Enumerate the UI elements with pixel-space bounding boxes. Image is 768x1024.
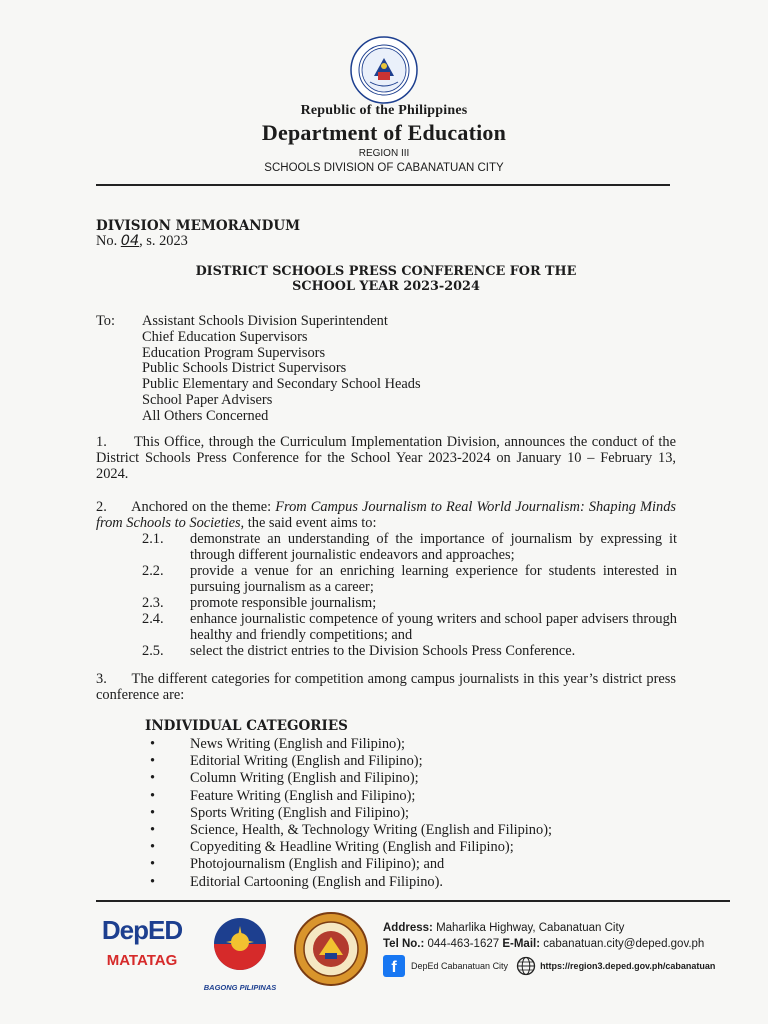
- bullet-icon: •: [150, 753, 156, 770]
- recipient-item: Public Schools District Supervisors: [142, 360, 347, 377]
- recipient-item: Education Program Supervisors: [142, 344, 326, 361]
- category-text: Science, Health, & Technology Writing (English and Filipino);: [190, 821, 552, 838]
- bagong-pilipinas-text: BAGONG PILIPINAS: [203, 983, 277, 992]
- aim-item: [142, 595, 677, 611]
- aim-item: [142, 531, 677, 563]
- email-value[interactable]: cabanatuan.city@deped.gov.ph: [543, 938, 705, 950]
- email-label: E-Mail:: [502, 938, 541, 950]
- memo-series: , s. 2023: [139, 233, 188, 249]
- recipient-item: Assistant Schools Division Superintendent: [142, 313, 388, 329]
- aim-item: [142, 563, 677, 595]
- memo-title: [96, 264, 676, 294]
- address-label: Address:: [383, 922, 433, 934]
- deped-logo-text: DepED: [101, 915, 183, 945]
- recipient-item: Public Elementary and Secondary School Heads: [142, 376, 421, 393]
- contact-block: [383, 920, 704, 952]
- memo-number-label: No.: [96, 233, 118, 249]
- deped-seal-logo: [350, 36, 418, 104]
- recipient-item: Chief Education Supervisors: [142, 328, 308, 345]
- category-text: Editorial Cartooning (English and Filipino).: [190, 873, 444, 890]
- paragraph-text: This Office, through the Curriculum Implementation Division, announces the conduct of the District Schools Press Conference for the School Year 2023-2024 on January 10 – February 13, 2024.: [96, 434, 676, 482]
- tel-value: 044-463-1627: [427, 938, 500, 950]
- to-label: To:: [96, 313, 115, 329]
- paragraph-tail: the said event aims to:: [244, 515, 377, 531]
- aim-number: 2.5.: [142, 643, 164, 659]
- facebook-link[interactable]: DepEd Cabanatuan City: [411, 961, 509, 971]
- header-divider: [96, 184, 670, 186]
- category-item: [150, 822, 552, 839]
- paragraph-number: 1.: [96, 434, 107, 450]
- aim-number: 2.4.: [142, 611, 164, 627]
- theme-text: From Campus Journalism to Real World Journalism: Shaping Minds from Schools to Societies,: [96, 499, 676, 531]
- category-text: Copyediting & Headline Writing (English and Filipino);: [190, 839, 514, 856]
- memo-number-handwritten: 04: [120, 233, 140, 249]
- category-item: [150, 839, 552, 856]
- recipient-list: [142, 313, 421, 424]
- paragraph-3: [96, 671, 676, 703]
- paragraph-number: 3.: [96, 671, 107, 687]
- bullet-icon: •: [150, 839, 156, 856]
- memo-title-line1: DISTRICT SCHOOLS PRESS CONFERENCE FOR THE: [195, 264, 577, 279]
- bullet-icon: •: [150, 787, 156, 804]
- website-link[interactable]: https://region3.deped.gov.ph/cabanatuan: [540, 961, 716, 971]
- aim-text: enhance journalistic competence of young writers and school paper advisers through healthy and friendly competitions; and: [190, 611, 677, 643]
- categories-list: [150, 736, 552, 891]
- category-item: [150, 753, 552, 770]
- aim-text: promote responsible journalism;: [190, 595, 377, 611]
- region-label: REGION III: [358, 148, 410, 159]
- category-text: Sports Writing (English and Filipino);: [190, 804, 410, 821]
- facebook-icon: f: [383, 955, 405, 977]
- aim-item: [142, 611, 677, 643]
- aim-number: 2.2.: [142, 563, 164, 579]
- social-links: [383, 955, 715, 977]
- aim-text: select the district entries to the Division Schools Press Conference.: [190, 643, 576, 659]
- category-text: Editorial Writing (English and Filipino);: [190, 753, 423, 770]
- bullet-icon: •: [150, 873, 156, 890]
- aim-number: 2.3.: [142, 595, 164, 611]
- paragraph-number: 2.: [96, 499, 107, 515]
- address-line: [383, 920, 704, 936]
- category-item: [150, 805, 552, 822]
- bullet-icon: •: [150, 856, 156, 873]
- republic-heading: Republic of the Philippines: [300, 103, 468, 118]
- address-value: Maharlika Highway, Cabanatuan City: [436, 922, 625, 934]
- bullet-icon: •: [150, 821, 156, 838]
- bagong-pilipinas-emblem-icon: [210, 916, 270, 974]
- category-item: [150, 856, 552, 873]
- memo-number: [96, 233, 188, 249]
- category-text: News Writing (English and Filipino);: [190, 736, 406, 752]
- bullet-icon: •: [150, 770, 156, 787]
- division-seal-logo: [293, 911, 369, 987]
- bullet-icon: •: [150, 804, 156, 821]
- contact-line: [383, 936, 704, 952]
- category-item: [150, 770, 552, 787]
- department-heading: Department of Education: [261, 120, 507, 145]
- aim-item: [142, 643, 677, 659]
- memo-title-line2: SCHOOL YEAR 2023-2024: [292, 279, 480, 294]
- globe-icon: [516, 956, 536, 976]
- paragraph-1: [96, 434, 676, 482]
- category-item: [150, 788, 552, 805]
- category-text: Photojournalism (English and Filipino); and: [190, 856, 445, 873]
- recipient-item: All Others Concerned: [142, 407, 269, 424]
- bagong-pilipinas-logo: [202, 916, 278, 992]
- aim-text: provide a venue for an enriching learning experience for students interested in pursuing journalism as a career;: [190, 563, 677, 595]
- aim-number: 2.1.: [142, 531, 164, 547]
- matatag-logo-text: MATATAG: [106, 952, 178, 969]
- paragraph-2: [96, 499, 676, 531]
- categories-heading: INDIVIDUAL CATEGORIES: [145, 718, 348, 734]
- category-item: [150, 736, 552, 753]
- category-text: Feature Writing (English and Filipino);: [190, 787, 416, 804]
- category-item: [150, 874, 552, 891]
- category-text: Column Writing (English and Filipino);: [190, 770, 419, 787]
- tel-label: Tel No.:: [383, 938, 425, 950]
- aims-list: [142, 531, 677, 659]
- recipient-item: School Paper Advisers: [142, 391, 273, 408]
- aim-text: demonstrate an understanding of the importance of journalism by expressing it through different journalistic endeavors and approaches;: [190, 531, 677, 563]
- deped-matatag-logo: [96, 915, 188, 971]
- paragraph-lead: Anchored on the theme:: [131, 499, 276, 515]
- memo-type: DIVISION MEMORANDUM: [96, 218, 301, 234]
- paragraph-text: The different categories for competition among campus journalists in this year’s district press conference are:: [96, 671, 676, 703]
- division-label: SCHOOLS DIVISION OF CABANATUAN CITY: [264, 162, 504, 174]
- bullet-icon: •: [150, 736, 156, 752]
- footer-divider: [96, 900, 730, 902]
